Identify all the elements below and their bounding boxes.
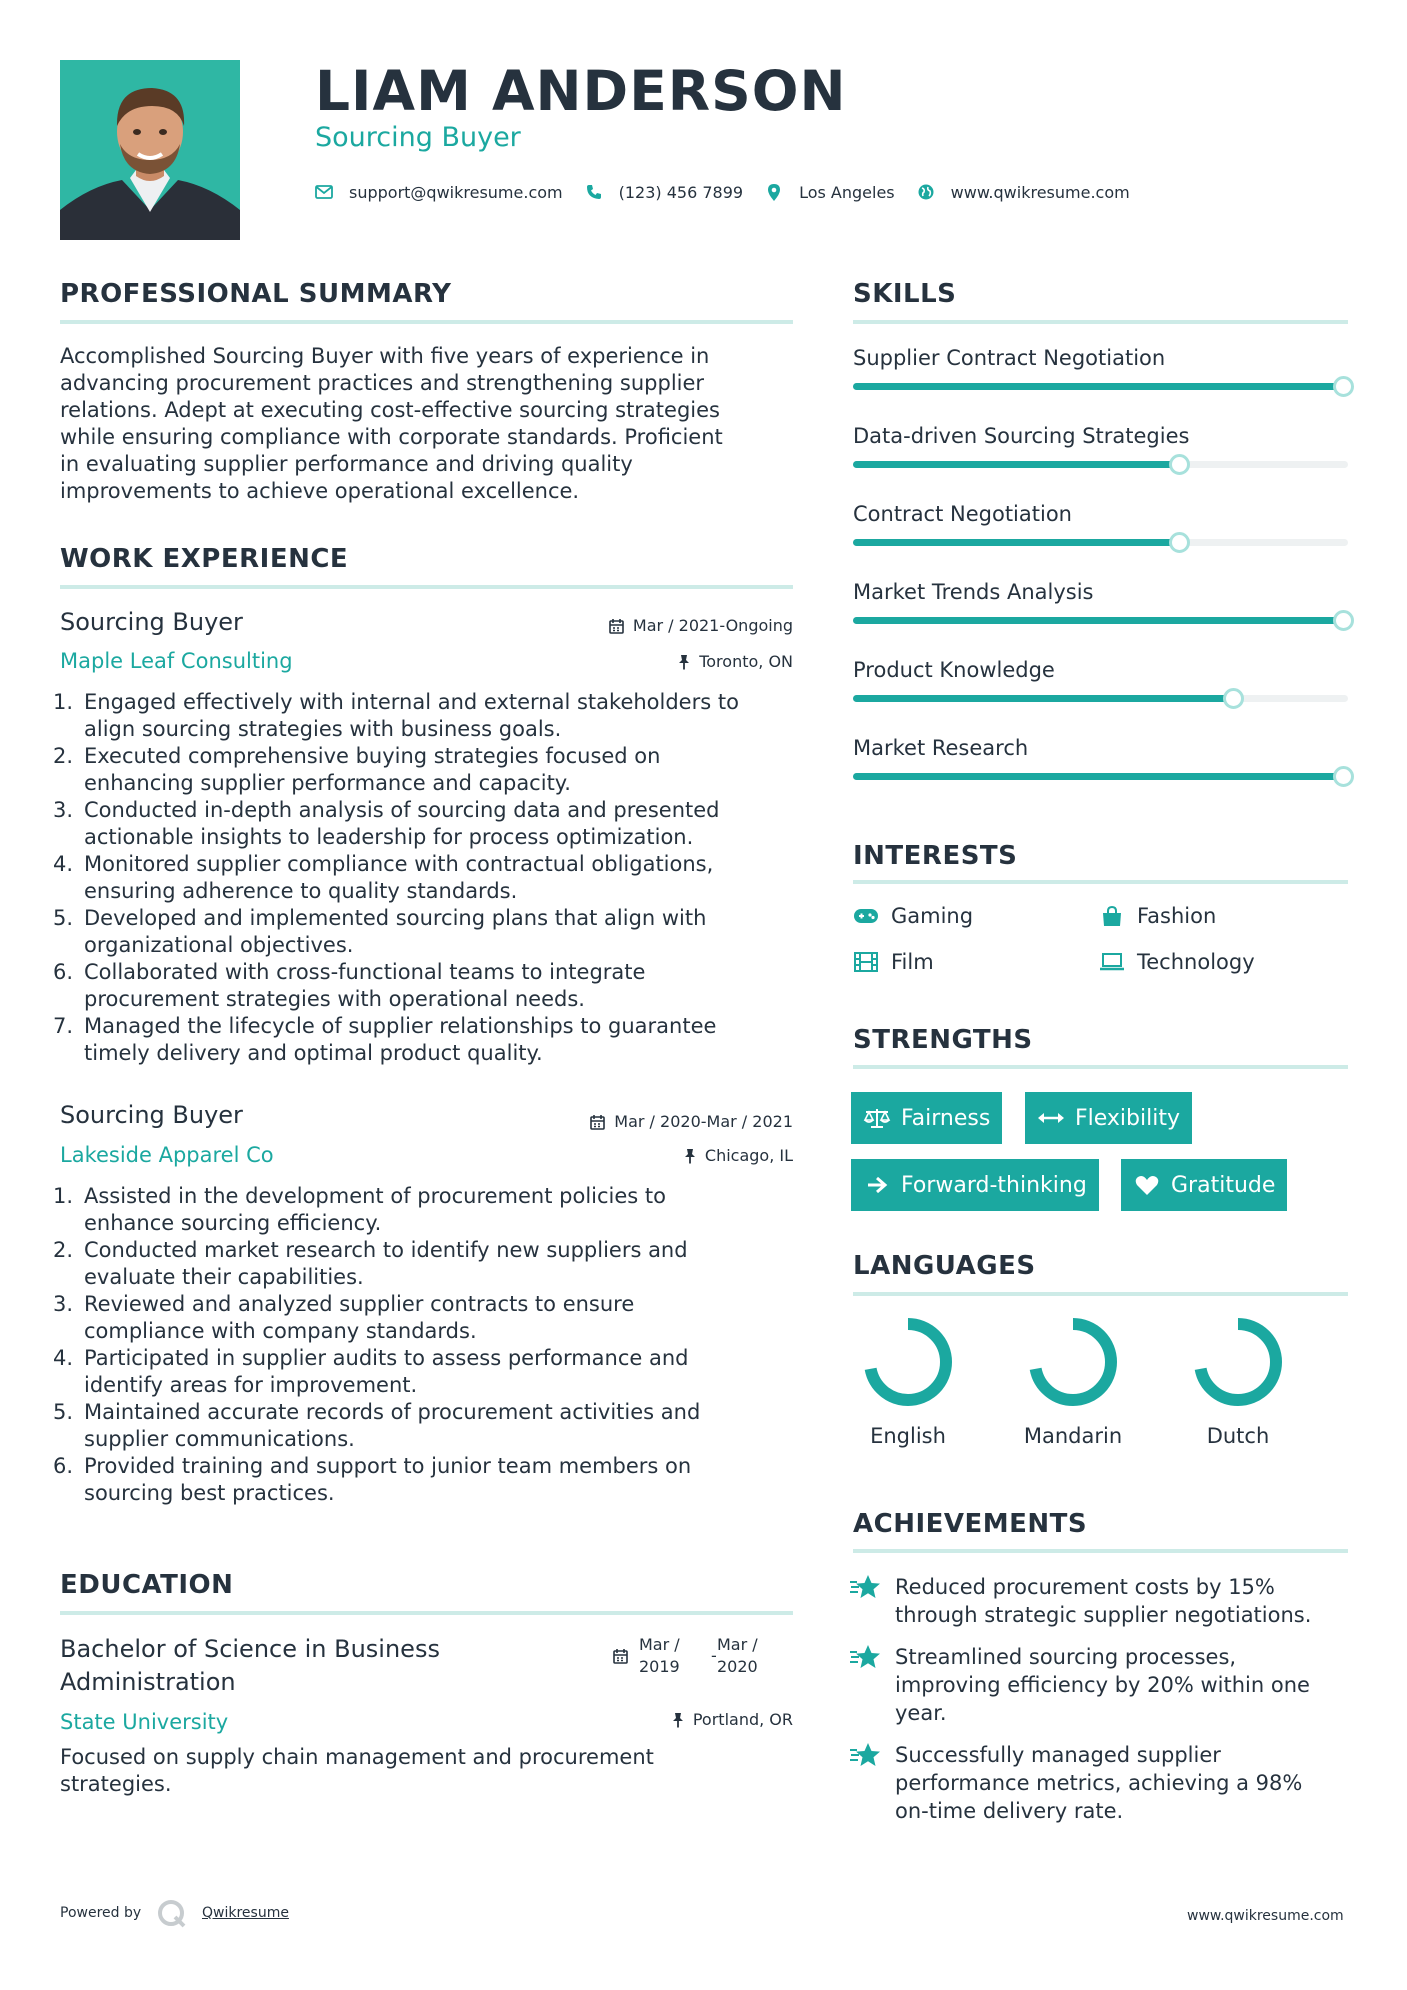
skill-label: Market Trends Analysis — [853, 580, 1094, 604]
job-bullets — [53, 689, 793, 1067]
list-item: 5. Developed and implemented sourcing plans that align with organizational objectives. — [53, 906, 707, 957]
education-heading: EDUCATION — [60, 1570, 234, 1600]
language-label: Mandarin — [1023, 1424, 1123, 1448]
skill-label: Supplier Contract Negotiation — [853, 346, 1166, 370]
contact-bar — [315, 179, 1152, 205]
footer-website[interactable]: www.qwikresume.com — [1187, 1908, 1344, 1924]
strength-chip-gratitude — [1121, 1159, 1287, 1211]
interest-item-fashion — [1099, 902, 1216, 930]
skill-bar-fill — [853, 383, 1348, 390]
job-title: Sourcing Buyer — [60, 608, 243, 636]
skill-bar-knob — [1333, 610, 1354, 631]
skill-label: Market Research — [853, 736, 1029, 760]
interest-label: Technology — [1137, 950, 1255, 974]
skill-label: Contract Negotiation — [853, 502, 1072, 526]
list-item: 3. Reviewed and analyzed supplier contracts to ensure compliance with company standards. — [53, 1292, 635, 1343]
interest-label: Fashion — [1137, 904, 1217, 928]
summary-line: advancing procurement practices and strengthening supplier — [60, 371, 705, 395]
skill-bar-fill — [853, 461, 1180, 468]
interest-item-film — [853, 948, 934, 976]
interest-label: Film — [891, 950, 934, 974]
gamepad-icon — [853, 905, 879, 927]
achievements-divider — [853, 1549, 1348, 1553]
job-dates-text: Mar / 2021-Ongoing — [632, 616, 793, 635]
language-ring — [853, 1316, 963, 1416]
skills-list — [853, 344, 1348, 794]
skill-item — [853, 500, 1348, 546]
skill-bar — [853, 383, 1348, 390]
arrows-horizontal-icon — [1037, 1106, 1065, 1130]
powered-by-text: Powered by — [60, 1905, 142, 1921]
language-item — [853, 1316, 963, 1450]
experience-divider — [60, 585, 793, 589]
interests-heading: INTERESTS — [853, 841, 1018, 871]
list-item: 1. Engaged effectively with internal and external stakeholders to align sourcing strategies with business goals. — [53, 690, 739, 741]
heart-icon — [1133, 1173, 1161, 1197]
achievement-item: Reduced procurement costs by 15% through strategic supplier negotiations. — [849, 1573, 1311, 1629]
skill-bar-knob — [1333, 376, 1354, 397]
list-item: 2. Conducted market research to identify new suppliers and evaluate their capabilities. — [53, 1238, 688, 1289]
language-item — [1018, 1316, 1128, 1450]
list-item: 4. Monitored supplier compliance with contractual obligations, ensuring adherence to quality standards. — [53, 852, 714, 903]
skill-item — [853, 422, 1348, 468]
pin-icon — [672, 1712, 684, 1728]
languages-divider — [853, 1292, 1348, 1296]
language-ring — [1183, 1316, 1293, 1416]
skill-bar-knob — [1169, 532, 1190, 553]
skill-bar-knob — [1223, 688, 1244, 709]
strengths-heading: STRENGTHS — [853, 1025, 1033, 1055]
contact-location: Los Angeles — [799, 182, 895, 202]
skill-item — [853, 344, 1348, 390]
list-item: 7. Managed the lifecycle of supplier relationships to guarantee timely delivery and optimal product quality. — [53, 1014, 717, 1065]
summary-line: Accomplished Sourcing Buyer with five years of experience in — [60, 344, 710, 368]
arrow-right-icon — [863, 1173, 891, 1197]
summary-divider — [60, 320, 793, 324]
strength-label: Flexibility — [1075, 1105, 1180, 1131]
strength-label: Gratitude — [1171, 1172, 1276, 1198]
list-item: 6. Collaborated with cross-functional teams to integrate procurement strategies with operational needs. — [53, 960, 646, 1011]
calendar-icon — [590, 1114, 605, 1130]
globe-icon — [917, 183, 935, 201]
job-dates — [453, 1111, 793, 1133]
list-item: 3. Conducted in-depth analysis of sourcing data and presented actionable insights to leadership for process optimization. — [53, 798, 720, 849]
skill-bar — [853, 617, 1348, 624]
education-start-date: Mar / 2019 — [639, 1635, 680, 1676]
skill-bar — [853, 695, 1348, 702]
languages-list — [853, 1316, 1348, 1466]
list-item: 5. Maintained accurate records of procurement activities and supplier communications. — [53, 1400, 701, 1451]
job-dates-text: Mar / 2020-Mar / 2021 — [614, 1112, 793, 1131]
achievement-item: Streamlined sourcing processes, improving efficiency by 20% within one year. — [849, 1643, 1310, 1727]
strength-label: Fairness — [901, 1105, 991, 1131]
job-location-text: Toronto, ON — [699, 652, 793, 671]
language-label: Dutch — [1206, 1424, 1270, 1448]
job-company: Lakeside Apparel Co — [60, 1143, 274, 1167]
job-location-text: Chicago, IL — [704, 1146, 793, 1165]
pin-icon — [678, 654, 690, 670]
language-item — [1183, 1316, 1293, 1450]
strength-chip-forward-thinking — [851, 1159, 1099, 1211]
skills-heading: SKILLS — [853, 279, 957, 309]
candidate-title: Sourcing Buyer — [315, 122, 521, 153]
map-marker-icon — [765, 183, 783, 201]
interest-item-gaming — [853, 902, 973, 930]
skill-bar — [853, 461, 1348, 468]
qwikresume-link[interactable]: Qwikresume — [202, 1905, 289, 1921]
education-date-dash: - — [711, 1646, 717, 1665]
experience-heading: WORK EXPERIENCE — [60, 544, 349, 574]
interests-divider — [853, 880, 1348, 884]
interest-label: Gaming — [891, 904, 974, 928]
list-item: 6. Provided training and support to junior team members on sourcing best practices. — [53, 1454, 692, 1505]
candidate-name: LIAM ANDERSON — [315, 59, 847, 123]
film-icon — [853, 951, 879, 973]
skills-divider — [853, 320, 1348, 324]
language-ring — [1018, 1316, 1128, 1416]
achievements-heading: ACHIEVEMENTS — [853, 1509, 1088, 1539]
star-icon — [849, 1573, 881, 1601]
skill-bar-knob — [1333, 766, 1354, 787]
summary-line: improvements to achieve operational excellence. — [60, 479, 580, 503]
education-description: Focused on supply chain management and procurement strategies. — [60, 1745, 654, 1796]
education-location-text: Portland, OR — [692, 1710, 793, 1729]
language-ring-arc — [1035, 1324, 1111, 1400]
phone-icon — [585, 183, 603, 201]
skill-item — [853, 656, 1348, 702]
job-company: Maple Leaf Consulting — [60, 649, 293, 673]
skill-bar-knob — [1169, 454, 1190, 475]
qwikresume-logo-icon — [157, 1899, 187, 1929]
pin-icon — [684, 1148, 696, 1164]
shopping-bag-icon — [1099, 905, 1125, 927]
list-item: 4. Participated in supplier audits to assess performance and identify areas for improvement. — [53, 1346, 689, 1397]
email-icon — [315, 183, 333, 201]
star-icon — [849, 1643, 881, 1671]
skill-label: Data-driven Sourcing Strategies — [853, 424, 1190, 448]
education-location — [453, 1709, 793, 1731]
education-divider — [60, 1611, 793, 1615]
language-ring-arc — [870, 1324, 946, 1400]
list-item: 1. Assisted in the development of procurement policies to enhance sourcing efficiency. — [53, 1184, 667, 1235]
strength-chip-fairness — [851, 1092, 1002, 1144]
strength-chip-flexibility — [1025, 1092, 1192, 1144]
list-item: 2. Executed comprehensive buying strategies focused on enhancing supplier performance and capacity. — [53, 744, 661, 795]
balance-scale-icon — [863, 1106, 891, 1130]
summary-text — [60, 343, 793, 505]
language-ring-arc — [1200, 1324, 1276, 1400]
strength-label: Forward-thinking — [901, 1172, 1087, 1198]
job-bullets — [53, 1183, 793, 1507]
skill-bar-fill — [853, 539, 1180, 546]
laptop-icon — [1099, 951, 1125, 973]
contact-email[interactable]: support@qwikresume.com — [349, 182, 563, 202]
job-location — [453, 1145, 793, 1167]
skill-item — [853, 734, 1348, 780]
language-label: English — [870, 1424, 946, 1448]
languages-heading: LANGUAGES — [853, 1251, 1036, 1281]
summary-line: while ensuring compliance with corporate standards. Proficient — [60, 425, 723, 449]
skill-bar-fill — [853, 617, 1348, 624]
skill-bar-fill — [853, 773, 1348, 780]
summary-line: relations. Adept at executing cost-effective sourcing strategies — [60, 398, 720, 422]
degree-title: Bachelor of Science in Business Administration — [60, 1635, 440, 1696]
calendar-icon — [609, 618, 624, 634]
skill-bar-fill — [853, 695, 1234, 702]
star-icon — [849, 1741, 881, 1769]
profile-photo — [60, 60, 240, 240]
skill-label: Product Knowledge — [853, 658, 1055, 682]
skill-bar — [853, 539, 1348, 546]
skill-item — [853, 578, 1348, 624]
education-end-date: Mar / 2020 — [717, 1635, 758, 1676]
school-name: State University — [60, 1710, 229, 1734]
summary-line: in evaluating supplier performance and driving quality — [60, 452, 633, 476]
contact-website[interactable]: www.qwikresume.com — [950, 182, 1130, 202]
skill-bar — [853, 773, 1348, 780]
job-title: Sourcing Buyer — [60, 1101, 243, 1129]
achievement-item: Successfully managed supplier performance metrics, achieving a 98% on-time delivery rate. — [849, 1741, 1302, 1825]
contact-phone: (123) 456 7899 — [618, 182, 744, 202]
calendar-icon — [613, 1648, 630, 1668]
job-location — [453, 651, 793, 673]
summary-heading: PROFESSIONAL SUMMARY — [60, 279, 452, 309]
strengths-divider — [853, 1065, 1348, 1069]
job-dates — [453, 615, 793, 637]
interest-item-technology — [1099, 948, 1255, 976]
